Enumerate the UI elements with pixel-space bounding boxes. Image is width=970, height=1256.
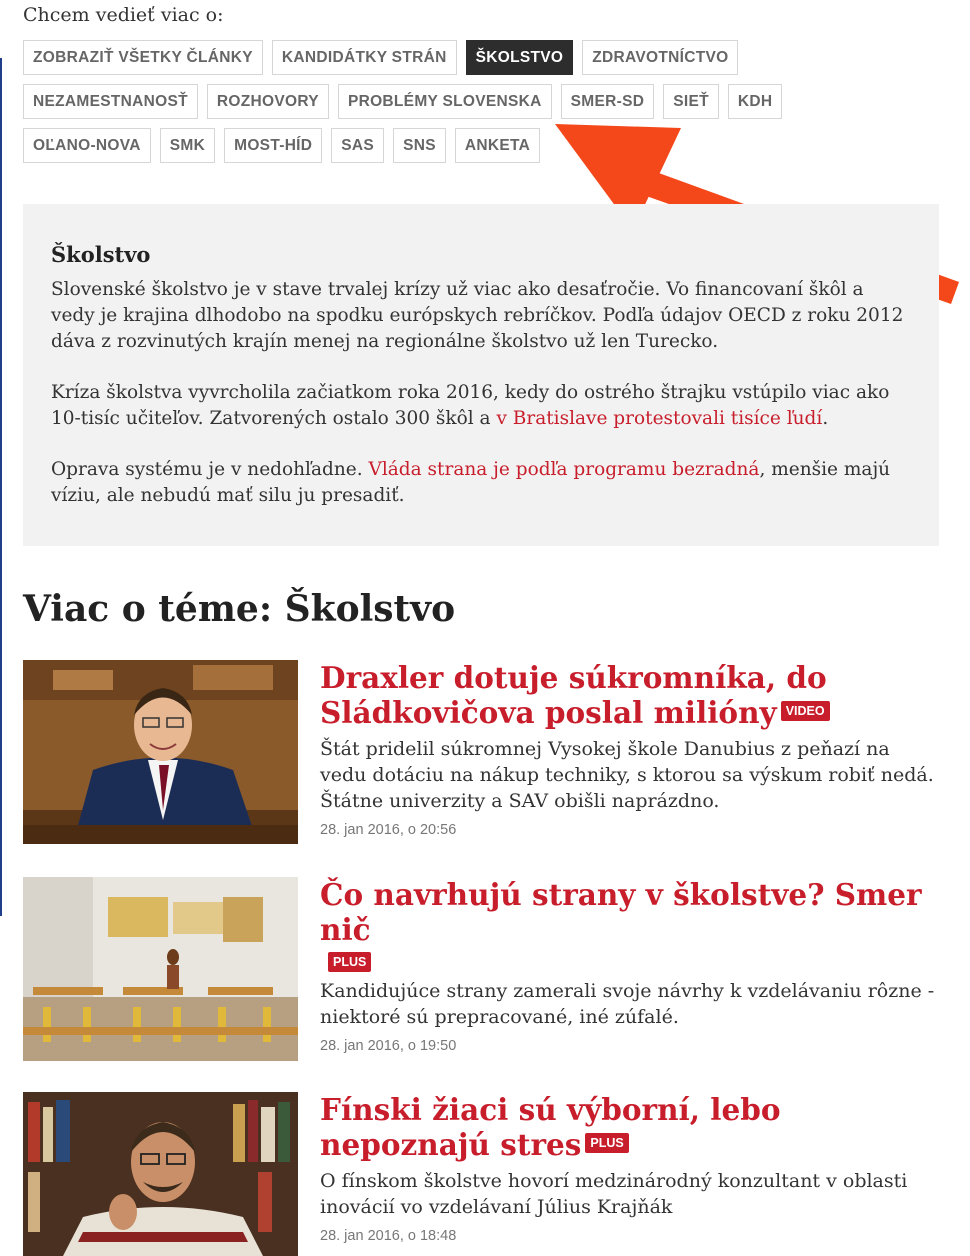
- article-body: [320, 1092, 940, 1244]
- article-date: 28. jan 2016, o 20:56: [320, 822, 457, 838]
- tag-nezamestnanost[interactable]: NEZAMESTNANOSŤ: [23, 84, 198, 119]
- article-title[interactable]: Fínski žiaci sú výborní, lebo nepoznajú stres: [320, 1092, 781, 1162]
- info-paragraph: [51, 457, 911, 509]
- article-title-link[interactable]: [320, 877, 940, 947]
- tag-rozhovory[interactable]: ROZHOVORY: [207, 84, 329, 119]
- topic-intro-label: Chcem vedieť viac o:: [23, 4, 224, 26]
- left-accent-bar: [0, 58, 2, 916]
- plus-badge: PLUS: [328, 952, 371, 972]
- plus-badge: PLUS: [585, 1133, 628, 1153]
- article-description: O fínskom školstve hovorí medzinárodný konzultant v oblasti inovácií vo vzdelávaní Július Krajňák: [320, 1170, 908, 1218]
- tag-siet[interactable]: SIEŤ: [663, 84, 719, 119]
- article-description: Štát pridelil súkromnej Vysokej škole Danubius z peňazí na vedu dotáciu na nákup techniky, s ktorou sa výskum robiť nedá. Štátne univerzity a SAV obišli naprázdno.: [320, 738, 934, 812]
- article-title-link[interactable]: [320, 1092, 940, 1162]
- badge-line: [320, 951, 940, 972]
- article-date: 28. jan 2016, o 18:48: [320, 1228, 457, 1244]
- tag-skolstvo-active[interactable]: ŠKOLSTVO: [466, 40, 574, 75]
- article-description: Kandidujúce strany zamerali svoje návrhy k vzdelávaniu rôzne - niektoré sú prepracované, iné zúfalé.: [320, 979, 935, 1028]
- article-body: [320, 660, 940, 838]
- info-box-title: Školstvo: [51, 242, 151, 267]
- protest-link[interactable]: v Bratislave protestovali tisíce ľudí: [496, 408, 823, 429]
- section-title: Viac o téme: Školstvo: [23, 588, 456, 630]
- tag-sns[interactable]: SNS: [393, 128, 446, 163]
- tag-olano-nova[interactable]: OĽANO-NOVA: [23, 128, 151, 163]
- tag-smk[interactable]: SMK: [160, 128, 215, 163]
- tag-zdravotnictvo[interactable]: ZDRAVOTNÍCTVO: [582, 40, 738, 75]
- info-paragraph: Slovenské školstvo je v stave trvalej krízy už viac ako desaťročie. Vo financovaní škôl a vedy je krajina dlhodobo na spodku európskych rebríčkov. Podľa údajov OECD z roku 2012 dáva z rozvinutých krajín menej na regionálne školstvo už len Turecko.: [51, 279, 904, 352]
- article-title[interactable]: Draxler dotuje súkromníka, do Sládkovičova poslal milióny: [320, 660, 827, 730]
- info-text: Kríza školstva vyvrcholila začiatkom roka 2016, kedy do ostrého štrajku vstúpilo viac ako 10-tisíc učiteľov. Zatvorených ostalo 300 škôl a: [51, 382, 890, 429]
- tag-all-articles[interactable]: ZOBRAZIŤ VŠETKY ČLÁNKY: [23, 40, 263, 75]
- info-text: Oprava systému je v nedohľadne.: [51, 459, 369, 480]
- tag-anketa[interactable]: ANKETA: [455, 128, 540, 163]
- government-program-link[interactable]: Vláda strana je podľa programu bezradná: [368, 459, 760, 480]
- video-badge: VIDEO: [781, 701, 830, 721]
- tag-most-hid[interactable]: MOST-HÍD: [224, 128, 322, 163]
- topic-info-box: [23, 204, 939, 546]
- info-paragraph: [51, 380, 911, 432]
- article-thumbnail[interactable]: [23, 877, 298, 1061]
- tag-row: [23, 40, 783, 75]
- article-title[interactable]: Čo navrhujú strany v školstve? Smer nič: [320, 877, 922, 947]
- article-thumbnail[interactable]: [23, 660, 298, 844]
- tag-smer-sd[interactable]: SMER-SD: [561, 84, 655, 119]
- info-text: .: [822, 408, 829, 429]
- article-body: [320, 877, 940, 1054]
- tag-sas[interactable]: SAS: [331, 128, 384, 163]
- tag-row: [23, 84, 783, 119]
- article-title-link[interactable]: [320, 660, 940, 730]
- tag-kandidatky-stran[interactable]: KANDIDÁTKY STRÁN: [272, 40, 457, 75]
- tag-kdh[interactable]: KDH: [728, 84, 782, 119]
- info-text: , menšie majú víziu, ale nebudú mať silu ju presadiť.: [51, 459, 891, 506]
- article-date: 28. jan 2016, o 19:50: [320, 1037, 457, 1054]
- tag-problemy-slovenska[interactable]: PROBLÉMY SLOVENSKA: [338, 84, 552, 119]
- article-thumbnail[interactable]: [23, 1092, 298, 1256]
